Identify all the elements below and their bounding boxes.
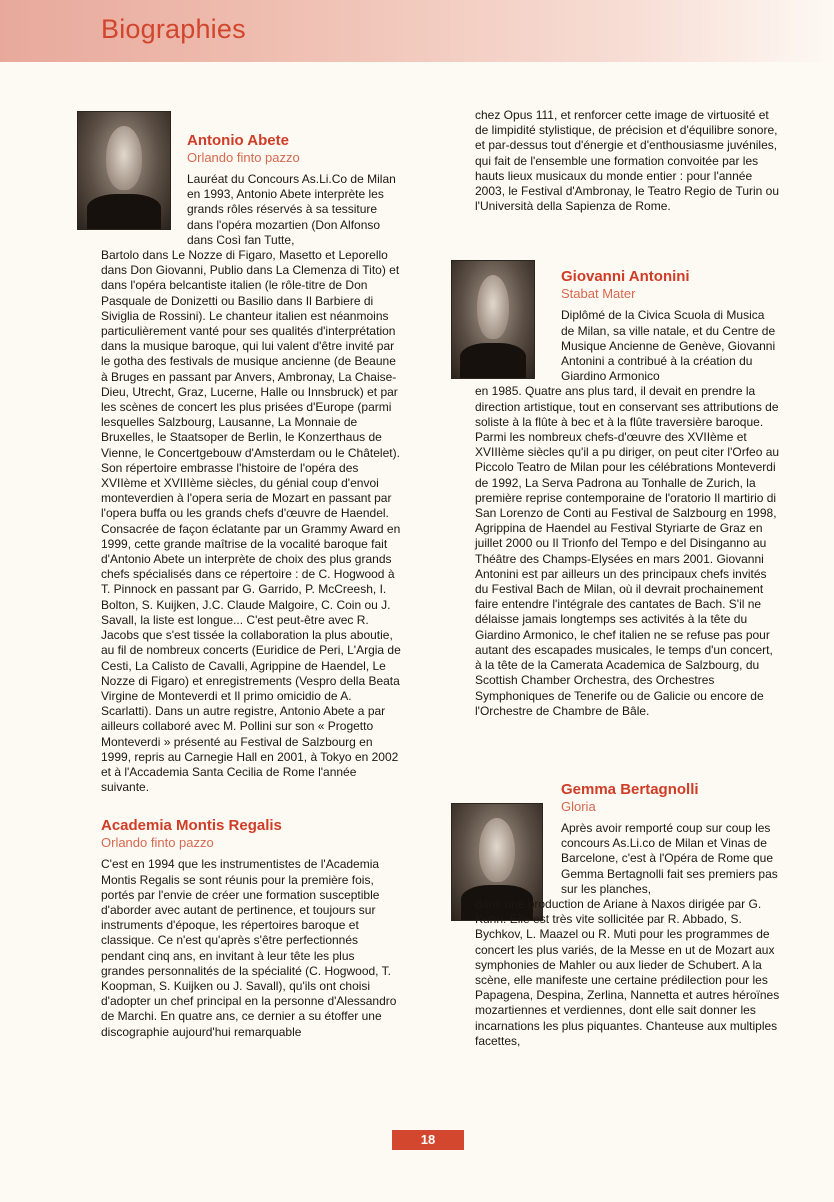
bio-work: Orlando finto pazzo (187, 150, 300, 165)
bio-name: Antonio Abete (187, 132, 289, 149)
bio-name: Giovanni Antonini (561, 268, 690, 286)
bio-academia (101, 817, 401, 1039)
bio-abete (101, 132, 401, 795)
bio-name: Gemma Bertagnolli (561, 780, 699, 798)
bio-antonini (475, 268, 780, 718)
bio-text: dans une production de Ariane à Naxos dirigée par G. Kuhn. Elle est très vite sollicitée par R. Abbado, S. Bychkov, L. Maazel ou R. Muti pour les programmes de concert les plus variés, de la Messe en ut de Mozart aux symphonies de Mahler ou aux lieder de Schubert. A la scène, elle manifeste une certaine prédilection pour les Papagena, Despina, Zerlina, Nannetta et autres héroïnes mozartiennes et verdiennes, dont elle sait donner les incarnations les plus piquantes. Chanteuse aux multiples facettes, (475, 896, 780, 1048)
left-column (101, 112, 401, 1040)
page-title: Biographies (101, 14, 246, 44)
bio-name: Academia Montis Regalis (101, 817, 282, 835)
right-column (475, 108, 780, 1049)
bio-text-indented: Après avoir remporté coup sur coup les concours As.Li.co de Milan et Vinas de Barcelone, c'est à l'Opéra de Rome que Gemma Bertagnolli fait ses premiers pas sur les planches, (561, 820, 778, 896)
bio-work: Orlando finto pazzo (101, 835, 214, 851)
bio-text: C'est en 1994 que les instrumentistes de l'Academia Montis Regalis se sont réunis pour la première fois, portés par l'envie de créer une formation susceptible d'aborder avec autant de pertinence, et toujours sur instruments d'époque, les répertoires baroque et classique. Ce n'est qu'après s'être perfectionnés pendant cinq ans, en invitant à leur tête les plus grandes personnalités de la spécialité (C. Hogwood, T. Koopman, S. Kuijken ou J. Savall), qu'ils ont choisi d'adopter un chef principal en la personne d'Alessandro de Marchi. En quatre ans, ce dernier a su étoffer une discographie aujourd'hui remarquable (101, 857, 397, 1039)
bio-text: Bartolo dans Le Nozze di Figaro, Masetto et Leporello dans Don Giovanni, Publio dans La Clemenza di Tito) et dans l'opéra belcantiste italien (le rôle-titre de Don Pasquale de Donizetti ou Basilio dans Il Barbiere di Siviglia de Rossini). Le chanteur italien est néanmoins particulièrement vanté pour ses qualités d'interprétation dans la musique baroque, qui lui valent d'être invité par le gotha des festivals de musique ancienne (de Beaune à Bruges en passant par Anvers, Ambronay, La Chaise-Dieu, Utrecht, Graz, Lucerne, Halle ou Innsbruck) et par les scènes de concert les plus prisées d'Europe (parmi lesquelles Salzbourg, Lausanne, La Monnaie de Bruxelles, le Staatsoper de Berlin, le Konzerthaus de Vienne, le Concertgebouw d'Amsterdam ou le Châtelet). Son répertoire embrasse l'histoire de l'opéra des XVIIème et XVIIIème siècles, du génial coup d'envoi monteverdien à l'opera seria de Mozart en passant par l'opera buffa ou les grands chefs d'œuvre de Haendel. Consacrée de façon éclatante par un Grammy Award en 1999, cette grande maîtrise de la vocalité baroque fait d'Antonio Abete un interprète de choix des plus grands chefs spécialisés dans ce répertoire : de C. Hogwood à T. Pinnock en passant par G. Garrido, P. McCreesh, I. Bolton, S. Kuijken, J.C. Claude Malgoire, C. Coin ou J. Savall, la liste est longue... C'est peut-être avec R. Jacobs que s'est tissée la collaboration la plus aboutie, au fil de nombreux concerts (Euridice de Peri, L'Argia de Cesti, La Calisto de Cavalli, Agrippine de Haendel, Le Nozze di Figaro) et enregistrements (Vespro della Beata Virgine de Monteverdi et Il primo omicidio de A. Scarlatti). Dans un autre registre, Antonio Abete a par ailleurs collaboré avec M. Pollini sur son « Progetto Monteverdi » présenté au Festival de Salzbourg en 1999, repris au Carnegie Hall en 2001, à Tokyo en 2002 et à l'Accademia Santa Cecilia de Rome l'année suivante. (101, 248, 401, 795)
page-number-badge: 18 (392, 1130, 464, 1150)
bio-text: en 1985. Quatre ans plus tard, il devait en prendre la direction artistique, tout en conservant ses attributions de soliste à la flûte à bec et à la flûte traversière baroque. Parmi les nombreux chefs-d'œuvre des XVIIème et XVIIIème siècles qu'il a pu diriger, on peut citer l'Orfeo au Piccolo Teatro de Milan pour les célébrations Monteverdi de 1992, La Serva Padrona au Tonhalle de Zurich, la première reprise contemporaine de l'oratorio Il martirio di San Lorenzo de Conti au Festival de Salzbourg en 1998, Agrippina de Haendel au Festival Styriarte de Graz en juillet 2000 ou Il Trionfo del Tempo e del Disinganno au Théâtre des Champs-Elysées en mars 2001. Giovanni Antonini est par ailleurs un des principaux chefs invités du Festival Bach de Milan, où il devrait prochainement faire entendre l'intégrale des cantates de Bach. S'il ne délaisse jamais longtemps ses activités à la tête du Giardino Armonico, le chef italien ne se refuse pas pour autant des escapades musicales, le temps d'un concert, à la tête de la Camerata Academica de Salzbourg, du Scottish Chamber Orchestra, des Orchestres Symphoniques de Tenerife ou de Galicie ou encore de l'Orchestre de Chambre de Bâle. (475, 384, 780, 718)
bio-text-indented: Diplômé de la Civica Scuola di Musica de Milan, sa ville natale, et du Centre de Musique Ancienne de Genève, Giovanni Antonini a contribué à la création du Giardino Armonico (561, 308, 776, 384)
bio-work: Stabat Mater (561, 286, 636, 302)
bio-continuation: chez Opus 111, et renforcer cette image de virtuosité et de limpidité stylistique, de précision et d'équilibre sonore, et par-dessus tout d'énergie et d'enthousiasme juvéniles, qui fait de l'ensemble une formation convoitée par les hauts lieux musicaux du monde entier : pour l'année 2003, le Festival d'Ambronay, le Teatro Regio de Turin ou l'Università della Sapienza de Rome. (475, 108, 780, 214)
bio-work: Gloria (561, 798, 596, 814)
bio-bertagnolli (475, 781, 780, 1049)
bio-text-indented: Lauréat du Concours As.Li.Co de Milan en 1993, Antonio Abete interprète les grands rôles réservés à sa tessiture dans l'opéra mozartien (Don Alfonso dans Così fan Tutte, (187, 172, 396, 247)
